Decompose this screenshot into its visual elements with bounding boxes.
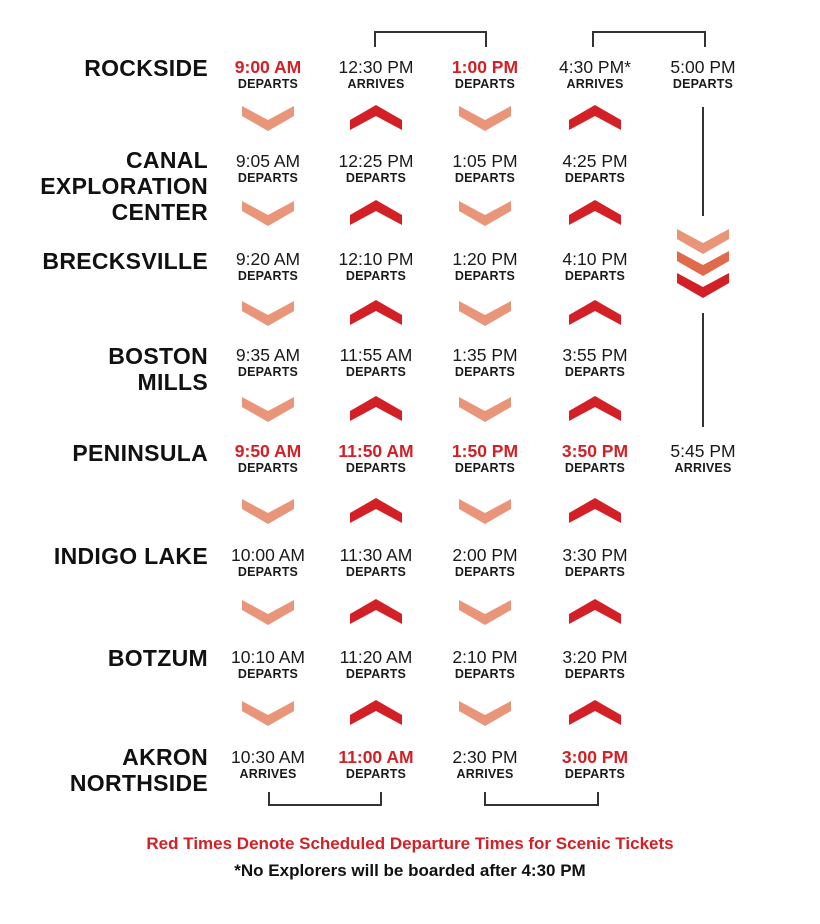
time-label: DEPARTS [237, 365, 299, 379]
station-name-line: CANAL [126, 147, 208, 173]
time-label: DEPARTS [454, 565, 516, 579]
time-label: DEPARTS [454, 77, 516, 91]
station-name-line: NORTHSIDE [69, 770, 208, 796]
time-value: 9:05 AM [235, 151, 301, 171]
schedule-time [316, 249, 436, 283]
time-label: DEPARTS [564, 171, 626, 185]
time-label: DEPARTS [237, 461, 299, 475]
chevron-down-icon [457, 496, 513, 526]
connection-bracket [484, 792, 599, 806]
schedule-time [208, 57, 328, 91]
chevron-up-icon [348, 597, 404, 627]
time-value: 2:00 PM [452, 545, 518, 565]
red-times-note: Red Times Denote Scheduled Departure Times for Scenic Tickets [146, 834, 674, 853]
station-name-line: CENTER [111, 199, 208, 225]
schedule-time [316, 345, 436, 379]
time-value: 1:35 PM [452, 345, 518, 365]
station-name [84, 55, 208, 81]
time-label: ARRIVES [566, 77, 624, 91]
time-value: 12:10 PM [338, 249, 414, 269]
time-value: 11:55 AM [339, 345, 413, 365]
station-name [108, 343, 208, 395]
chevron-up-icon [567, 394, 623, 424]
schedule-time [425, 545, 545, 579]
time-value: 11:30 AM [339, 545, 413, 565]
chevron-up-icon [348, 496, 404, 526]
chevron-down-icon [240, 394, 296, 424]
time-label: DEPARTS [345, 565, 407, 579]
chevron-up-icon [348, 698, 404, 728]
time-value: 3:00 PM [561, 747, 629, 767]
chevron-up-icon [348, 298, 404, 328]
schedule-time [535, 441, 655, 475]
time-value: 9:50 AM [234, 441, 302, 461]
schedule-time [535, 545, 655, 579]
time-value: 3:20 PM [562, 647, 628, 667]
station-name-line: AKRON [122, 744, 208, 770]
time-value: 4:10 PM [562, 249, 628, 269]
time-label: DEPARTS [564, 667, 626, 681]
schedule-time [208, 345, 328, 379]
time-value: 12:30 PM [338, 57, 414, 77]
time-value: 4:30 PM* [559, 57, 631, 77]
express-arrival [643, 441, 763, 475]
time-value: 9:35 AM [235, 345, 301, 365]
time-value: 3:50 PM [561, 441, 629, 461]
connection-bracket [268, 792, 382, 806]
express-chevron-icon [675, 270, 731, 300]
station-name-line: ROCKSIDE [84, 55, 208, 81]
chevron-down-icon [457, 597, 513, 627]
time-value: 1:20 PM [452, 249, 518, 269]
time-label: DEPARTS [345, 767, 407, 781]
chevron-up-icon [348, 198, 404, 228]
station-name-line: EXPLORATION [40, 173, 208, 199]
station-name-line: INDIGO LAKE [53, 543, 208, 569]
chevron-down-icon [240, 198, 296, 228]
time-value: 5:45 PM [670, 441, 736, 461]
time-value: 5:00 PM [670, 57, 736, 77]
schedule-time [425, 441, 545, 475]
chevron-down-icon [457, 198, 513, 228]
time-label: ARRIVES [239, 767, 297, 781]
schedule-time [208, 545, 328, 579]
chevron-up-icon [348, 394, 404, 424]
chevron-down-icon [457, 698, 513, 728]
schedule-time [425, 747, 545, 781]
time-label: ARRIVES [347, 77, 405, 91]
chevron-down-icon [240, 103, 296, 133]
schedule-time [208, 249, 328, 283]
station-name [42, 248, 208, 274]
chevron-down-icon [457, 298, 513, 328]
chevron-down-icon [240, 597, 296, 627]
time-value: 1:05 PM [452, 151, 518, 171]
time-label: DEPARTS [564, 565, 626, 579]
time-label: DEPARTS [672, 77, 734, 91]
schedule-time [535, 151, 655, 185]
time-label: DEPARTS [237, 565, 299, 579]
schedule-time [535, 647, 655, 681]
schedule-time [316, 441, 436, 475]
chevron-up-icon [567, 298, 623, 328]
schedule-time [316, 57, 436, 91]
chevron-up-icon [567, 198, 623, 228]
time-value: 10:30 AM [231, 747, 305, 767]
chevron-up-icon [567, 698, 623, 728]
time-label: DEPARTS [237, 269, 299, 283]
time-value: 9:00 AM [234, 57, 302, 77]
time-label: DEPARTS [454, 667, 516, 681]
schedule-time [316, 747, 436, 781]
chevron-down-icon [240, 298, 296, 328]
station-name [70, 744, 208, 796]
time-label: DEPARTS [454, 171, 516, 185]
schedule-time [425, 249, 545, 283]
schedule-time [208, 441, 328, 475]
time-label: DEPARTS [454, 269, 516, 283]
time-label: DEPARTS [454, 365, 516, 379]
chevron-down-icon [457, 394, 513, 424]
station-name [40, 147, 208, 225]
schedule-time [535, 747, 655, 781]
schedule-time [208, 647, 328, 681]
station-name-line: MILLS [137, 369, 208, 395]
schedule-time [208, 747, 328, 781]
express-departure [643, 57, 763, 91]
chevron-down-icon [240, 496, 296, 526]
time-value: 3:30 PM [562, 545, 628, 565]
time-value: 10:00 AM [231, 545, 305, 565]
time-label: DEPARTS [345, 171, 407, 185]
schedule-time [425, 345, 545, 379]
time-label: ARRIVES [456, 767, 514, 781]
schedule-time [316, 545, 436, 579]
express-route-line [702, 107, 704, 216]
station-name-line: BRECKSVILLE [42, 248, 208, 274]
chevron-down-icon [240, 698, 296, 728]
time-label: DEPARTS [237, 667, 299, 681]
chevron-up-icon [567, 597, 623, 627]
schedule-time [535, 249, 655, 283]
time-label: DEPARTS [345, 365, 407, 379]
time-value: 10:10 AM [231, 647, 305, 667]
schedule-time [535, 345, 655, 379]
chevron-up-icon [567, 103, 623, 133]
connection-bracket [592, 31, 706, 47]
station-name-line: BOTZUM [107, 645, 208, 671]
station-name-line: PENINSULA [72, 440, 208, 466]
boarding-note: *No Explorers will be boarded after 4:30 PM [234, 861, 586, 880]
schedule-time [535, 57, 655, 91]
time-value: 4:25 PM [562, 151, 628, 171]
time-label: DEPARTS [345, 461, 407, 475]
schedule-time [316, 151, 436, 185]
time-label: DEPARTS [564, 269, 626, 283]
schedule-time [316, 647, 436, 681]
time-label: DEPARTS [345, 667, 407, 681]
chevron-down-icon [457, 103, 513, 133]
time-value: 3:55 PM [562, 345, 628, 365]
time-value: 2:30 PM [452, 747, 518, 767]
time-label: DEPARTS [237, 77, 299, 91]
time-value: 11:50 AM [338, 441, 414, 461]
time-label: DEPARTS [454, 461, 516, 475]
schedule-time [425, 57, 545, 91]
schedule-time [425, 151, 545, 185]
time-value: 12:25 PM [338, 151, 414, 171]
express-route-line [702, 313, 704, 427]
time-value: 1:50 PM [451, 441, 519, 461]
time-value: 11:00 AM [338, 747, 414, 767]
chevron-up-icon [567, 496, 623, 526]
schedule-time [425, 647, 545, 681]
time-label: DEPARTS [564, 365, 626, 379]
time-value: 9:20 AM [235, 249, 301, 269]
time-label: DEPARTS [564, 461, 626, 475]
chevron-up-icon [348, 103, 404, 133]
time-value: 2:10 PM [452, 647, 518, 667]
time-label: ARRIVES [674, 461, 732, 475]
station-name [54, 543, 208, 569]
station-name-line: BOSTON [108, 343, 208, 369]
station-name [108, 645, 208, 671]
connection-bracket [374, 31, 487, 47]
time-value: 1:00 PM [451, 57, 519, 77]
time-label: DEPARTS [564, 767, 626, 781]
schedule-time [208, 151, 328, 185]
time-label: DEPARTS [237, 171, 299, 185]
time-value: 11:20 AM [339, 647, 413, 667]
station-name [72, 440, 208, 466]
time-label: DEPARTS [345, 269, 407, 283]
